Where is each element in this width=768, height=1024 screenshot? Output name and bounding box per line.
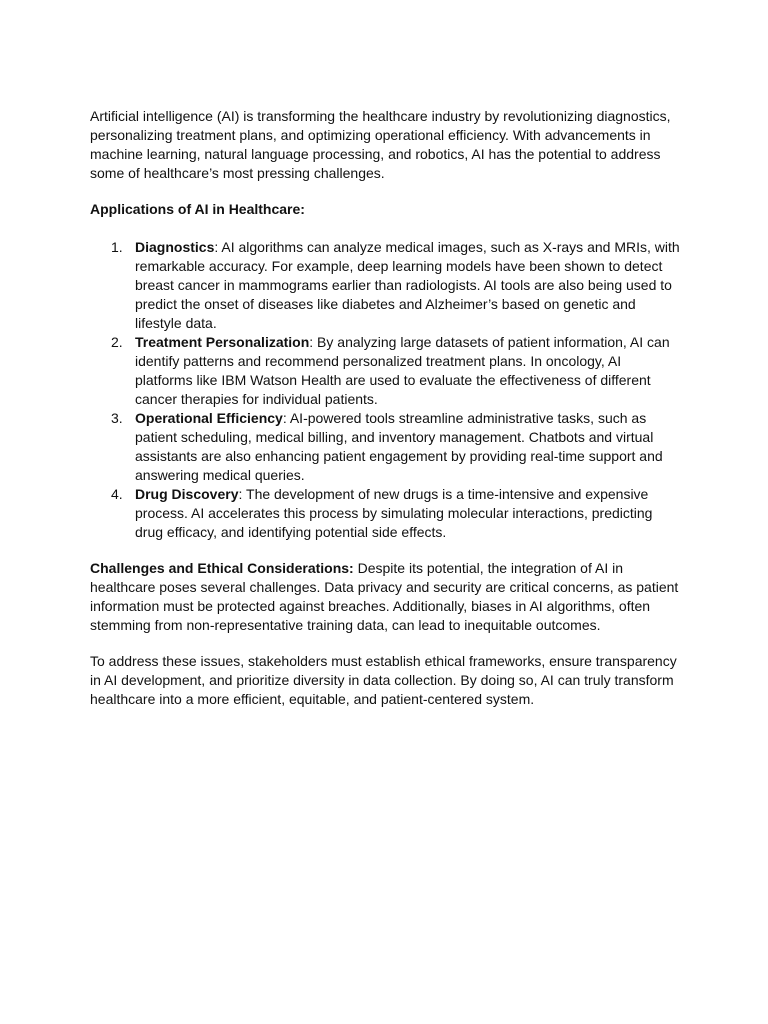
list-item-text: : AI algorithms can analyze medical images, such as X-rays and MRIs, with remarkable accuracy. For example, deep learning models have been shown to detect breast cancer in mammograms earlier than radiologists. AI tools are also being used to predict the onset of diseases like diabetes and Alzheimer’s based on genetic and lifestyle data. [135,239,680,331]
list-item-term: Drug Discovery [135,486,239,502]
list-item-text: : By analyzing large datasets of patient information, AI can identify patterns and recommend personalized treatment plans. In oncology, AI platforms like IBM Watson Health are used to evaluate the effectiveness of different cancer therapies for individual patients. [135,334,670,407]
list-item-number: 2. [111,334,123,350]
document-page [90,107,682,709]
list-item-text: : AI-powered tools streamline administrative tasks, such as patient scheduling, medical billing, and inventory management. Chatbots and virtual assistants are also enhancing patient engagement by providing real-time support and answering medical queries. [135,410,663,483]
challenges-text: Despite its potential, the integration of AI in healthcare poses several challenges. Data privacy and security are critical concerns, as patient information must be protected against breaches. Additionally, biases in AI algorithms, often stemming from non-representative training data, can lead to inequitable outcomes. [90,560,679,633]
applications-heading: Applications of AI in Healthcare: [90,201,305,217]
challenges-paragraph [90,559,682,635]
list-item-number: 4. [111,486,123,502]
list-item-text: : The development of new drugs is a time-intensive and expensive process. AI accelerates this process by simulating molecular interactions, predicting drug efficacy, and identifying potential side effects. [135,486,653,540]
conclusion-paragraph: To address these issues, stakeholders must establish ethical frameworks, ensure transparency in AI development, and prioritize diversity in data collection. By doing so, AI can truly transform healthcare into a more efficient, equitable, and patient-centered system. [90,653,677,707]
intro-paragraph: Artificial intelligence (AI) is transforming the healthcare industry by revolutionizing diagnostics, personalizing treatment plans, and optimizing operational efficiency. With advancements in machine learning, natural language processing, and robotics, AI has the potential to address some of healthcare’s most pressing challenges. [90,108,671,181]
list-item-number: 3. [111,410,123,426]
list-item-treatment-personalization [90,333,682,409]
list-item-number: 1. [111,239,123,255]
challenges-label: Challenges and Ethical Considerations: [90,560,354,576]
list-item-term: Operational Efficiency [135,410,283,426]
list-item-term: Diagnostics [135,239,215,255]
list-item-operational-efficiency [90,409,682,485]
list-item-term: Treatment Personalization [135,334,310,350]
applications-list [90,238,682,542]
list-item-diagnostics [90,238,682,333]
list-item-drug-discovery [90,485,682,542]
